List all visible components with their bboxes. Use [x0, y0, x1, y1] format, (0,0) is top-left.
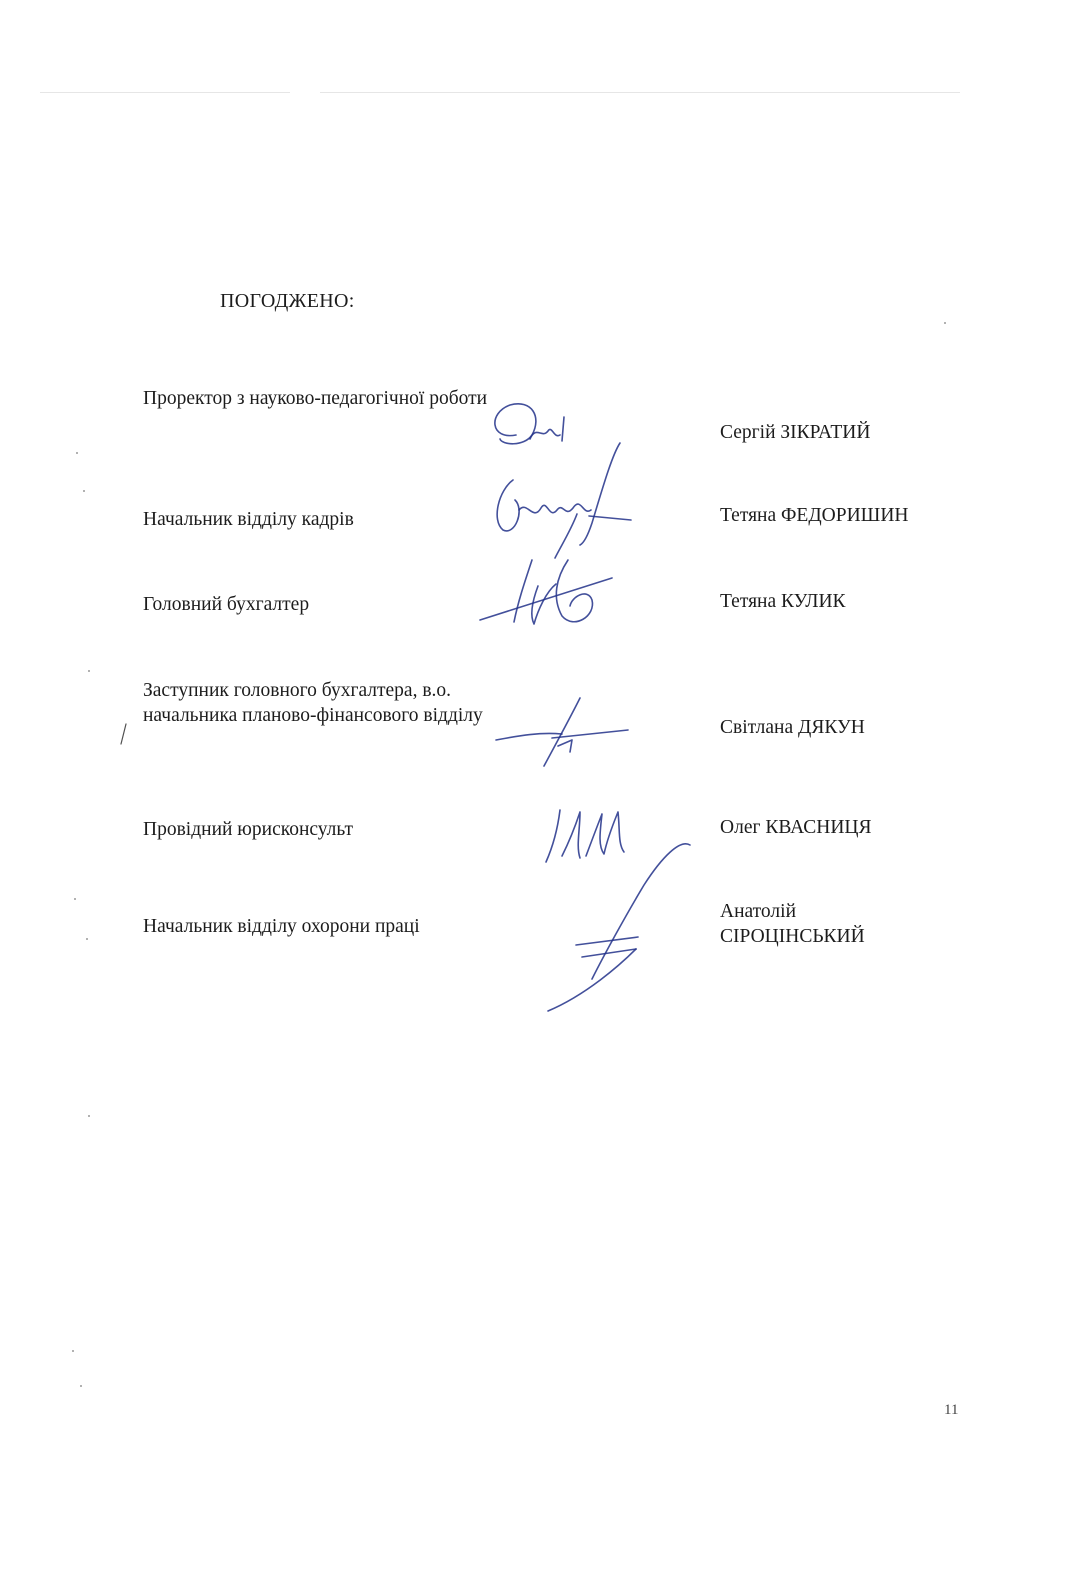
scan-speck	[72, 1350, 74, 1352]
signature-fedoryshyn	[485, 470, 645, 560]
pen-mark	[118, 722, 130, 746]
signatory-name: Тетяна КУЛИК	[720, 591, 846, 612]
scan-edge-line	[320, 92, 960, 93]
scan-speck	[944, 322, 946, 324]
signatory-name: Світлана ДЯКУН	[720, 717, 865, 738]
scan-speck	[80, 1385, 82, 1387]
signatory-name: Сергій ЗІКРАТИЙ	[720, 422, 871, 443]
scan-speck	[88, 1115, 90, 1117]
signatory-name: Тетяна ФЕДОРИШИН	[720, 505, 909, 526]
scan-speck	[83, 490, 85, 492]
position-title: Начальник відділу охорони праці	[143, 916, 420, 937]
scan-speck	[88, 670, 90, 672]
signature-diakun	[488, 690, 638, 770]
signature-sirotsinskyi	[540, 835, 700, 1015]
position-title: Провідний юрисконсульт	[143, 819, 354, 840]
page-number: 11	[944, 1402, 959, 1418]
signatory-name: Олег КВАСНИЦЯ	[720, 817, 872, 838]
scan-edge-line	[40, 92, 290, 93]
scan-speck	[86, 938, 88, 940]
position-title: Головний бухгалтер	[143, 594, 310, 615]
scan-speck	[76, 452, 78, 454]
signature-kulyk	[472, 550, 632, 640]
position-title: Заступник головного бухгалтера, в.о. начальника планово-фінансового відділу	[143, 680, 483, 726]
scan-speck	[74, 898, 76, 900]
position-title: Начальник відділу кадрів	[143, 509, 354, 530]
approval-heading: ПОГОДЖЕНО:	[220, 290, 355, 312]
signatory-name: Анатолій СІРОЦІНСЬКИЙ	[720, 901, 865, 947]
position-title: Проректор з науково-педагогічної роботи	[143, 388, 488, 409]
